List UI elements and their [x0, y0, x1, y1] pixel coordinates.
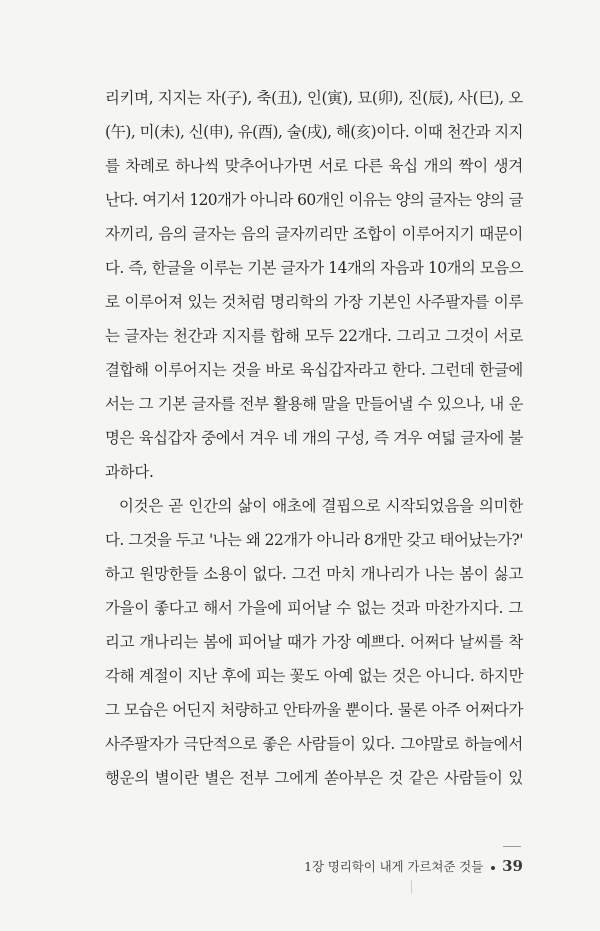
text-line: 다. 그것을 두고 '나는 왜 22개가 아니라 8개만 갖고 태어났는가?' [105, 531, 523, 549]
text-line: 자끼리, 음의 글자는 음의 글자끼리만 조합이 이루어지기 때문이 [105, 225, 523, 243]
text-line: (午), 미(未), 신(申), 유(酉), 술(戌), 해(亥)이다. 이때 천간과 지지 [105, 123, 524, 141]
text-line: 하고 원망한들 소용이 없다. 그건 마치 개나리가 나는 봄이 싫고 [105, 565, 523, 583]
text-line: 각해 계절이 지난 후에 피는 꽃도 아예 없는 것은 아니다. 하지만 [105, 667, 524, 685]
text-line: 난다. 여기서 120개가 아니라 60개인 이유는 양의 글자는 양의 글 [105, 191, 523, 209]
text-line: 로 이루어져 있는 것처럼 명리학의 가장 기본인 사주팔자를 이루 [105, 293, 523, 311]
text-line: 가을이 좋다고 해서 가을에 피어날 수 없는 것과 마찬가지다. 그 [105, 599, 523, 617]
paper-mark [411, 880, 412, 894]
text-line: 서는 그 기본 글자를 전부 활용해 말을 만들어낼 수 있으나, 내 운 [105, 395, 523, 413]
text-line: 과하다. [105, 463, 154, 481]
text-line: 다. 즉, 한글을 이루는 기본 글자가 14개의 자음과 10개의 모음으 [105, 259, 523, 277]
page-number: 39 [502, 857, 523, 875]
text-line: 그 모습은 어딘지 처량하고 안타까울 뿐이다. 물론 아주 어쩌다가 [105, 701, 523, 719]
text-line: 리고 개나리는 봄에 피어날 때가 가장 예쁘다. 어쩌다 날씨를 착 [105, 633, 523, 651]
text-line: 결합해 이루어지는 것을 바로 육십갑자라고 한다. 그런데 한글에 [105, 361, 523, 379]
text-line: 이것은 곧 인간의 삶이 애초에 결핍으로 시작되었음을 의미한 [119, 497, 523, 515]
footer-rule [503, 846, 521, 847]
running-footer [105, 854, 523, 878]
text-line: 행운의 별이란 별은 전부 그에게 쏟아부은 것 같은 사람들이 있 [105, 769, 523, 787]
chapter-title: 1장 명리학이 내게 가르쳐준 것들 [304, 859, 484, 874]
text-line: 사주팔자가 극단적으로 좋은 사람들이 있다. 그야말로 하늘에서 [105, 735, 523, 753]
bullet-separator [491, 866, 495, 870]
text-line: 를 차례로 하나씩 맞추어나가면 서로 다른 육십 개의 짝이 생겨 [105, 157, 523, 175]
text-line: 는 글자는 천간과 지지를 합해 모두 22개다. 그리고 그것이 서로 [105, 327, 524, 345]
text-line: 명은 육십갑자 중에서 겨우 네 개의 구성, 즉 겨우 여덟 글자에 불 [105, 429, 523, 447]
text-line: 리키며, 지지는 자(子), 축(丑), 인(寅), 묘(卯), 진(辰), 사(巳), 오 [105, 89, 523, 107]
